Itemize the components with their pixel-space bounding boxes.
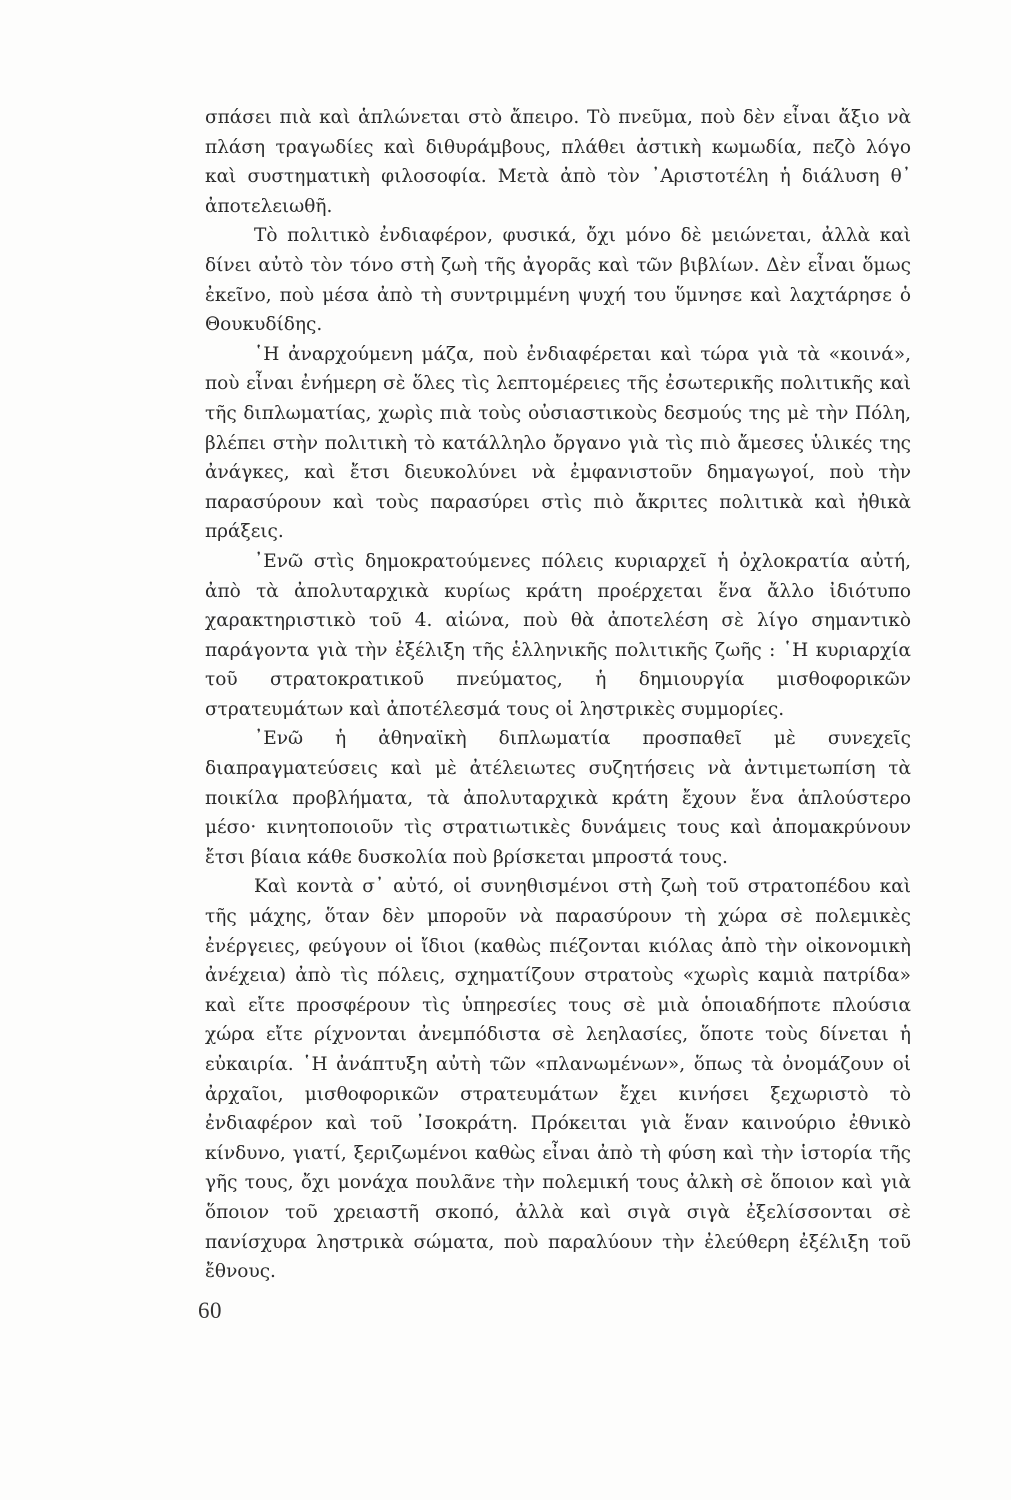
paragraph-5: ᾿Ενῶ ἡ ἀθηναϊκὴ διπλωματία προσπαθεῖ μὲ συνεχεῖς διαπραγματεύσεις καὶ μὲ ἀτέλειωτες συζητήσεις νὰ ἀντιμετωπίση τὰ ποικίλα προβλήματα, τὰ ἀπολυταρχικὰ κράτη ἔχουν ἕνα ἁπλούστερο μέσο· κινητοποιοῦν τὶς στρατιωτικὲς δυνάμεις τους καὶ ἀπομακρύνουν ἔτσι βίαια κάθε δυσκολία ποὺ βρίσκεται μπροστά τους. xyxy=(205,728,911,868)
body-text xyxy=(205,103,911,1287)
paragraph-2: Τὸ πολιτικὸ ἐνδιαφέρον, φυσικά, ὄχι μόνο δὲ μειώνεται, ἀλλὰ καὶ δίνει αὐτὸ τὸν τόνο στὴ ζωὴ τῆς ἀγορᾶς καὶ τῶν βιβλίων. Δὲν εἶναι ὅμως ἐκεῖνο, ποὺ μέσα ἀπὸ τὴ συντριμμένη ψυχή του ὕμνησε καὶ λαχτάρησε ὁ Θουκυδίδης. xyxy=(205,225,911,336)
paragraph-3: ῾Η ἀναρχούμενη μάζα, ποὺ ἐνδιαφέρεται καὶ τώρα γιὰ τὰ «κοινά», ποὺ εἶναι ἐνήμερη σὲ ὅλες τὶς λεπτομέρειες τῆς ἐσωτερικῆς πολιτικῆς καὶ τῆς διπλωματίας, χωρὶς πιὰ τοὺς οὐσιαστικοὺς δεσμούς της μὲ τὴν Πόλη, βλέπει στὴν πολιτικὴ τὸ κατάλληλο ὄργανο γιὰ τὶς πιὸ ἄμεσες ὑλικές της ἀνάγκες, καὶ ἔτσι διευκολύνει νὰ ἐμφανιστοῦν δημαγωγοί, ποὺ τὴν παρασύρουν καὶ τοὺς παρασύρει στὶς πιὸ ἄκριτες πολιτικὰ καὶ ἠθικὰ πράξεις. xyxy=(205,343,911,543)
paragraph-6: Καὶ κοντὰ σ᾿ αὐτό, οἱ συνηθισμένοι στὴ ζωὴ τοῦ στρατοπέδου καὶ τῆς μάχης, ὅταν δὲν μποροῦν νὰ παρασύρουν τὴ χώρα σὲ πολεμικὲς ἐνέργειες, φεύγουν οἱ ἴδιοι (καθὼς πιέζονται κιόλας ἀπὸ τὴν οἰκονομικὴ ἀνέχεια) ἀπὸ τὶς πόλεις, σχηματίζουν στρατοὺς «χωρὶς καμιὰ πατρίδα» καὶ εἴτε προσφέρουν τὶς ὑπηρεσίες τους σὲ μιὰ ὁποιαδήποτε πλούσια χώρα εἴτε ρίχνονται ἀνεμπόδιστα σὲ λεηλασίες, ὅποτε τοὺς δίνεται ἡ εὐκαιρία. ῾Η ἀνάπτυξη αὐτὴ τῶν «πλανωμένων», ὅπως τὰ ὀνομάζουν οἱ ἀρχαῖοι, μισθοφορικῶν στρατευμάτων ἔχει κινήσει ξεχωριστὸ τὸ ἐνδιαφέρον καὶ τοῦ ᾿Ισοκράτη. Πρόκειται γιὰ ἕναν καινούριο ἐθνικὸ κίνδυνο, γιατί, ξεριζωμένοι καθὼς εἶναι ἀπὸ τὴ φύση καὶ τὴν ἱστορία τῆς γῆς τους, ὄχι μονάχα πουλᾶνε τὴν πολεμική τους ἀλκὴ σὲ ὅποιον καὶ γιὰ ὅποιον τοῦ χρειαστῆ σκοπό, ἀλλὰ καὶ σιγὰ σιγὰ ἐξελίσσονται σὲ πανίσχυρα ληστρικὰ σώματα, ποὺ παραλύουν τὴν ἐλεύθερη ἐξέλιξη τοῦ ἔθνους. xyxy=(205,876,911,1283)
page-number: 60 xyxy=(198,1298,222,1323)
paragraph-1: σπάσει πιὰ καὶ ἁπλώνεται στὸ ἄπειρο. Τὸ πνεῦμα, ποὺ δὲν εἶναι ἄξιο νὰ πλάση τραγωδίες καὶ διθυράμβους, πλάθει ἀστικὴ κωμωδία, πεζὸ λόγο καὶ συστηματικὴ φιλοσοφία. Μετὰ ἀπὸ τὸν ᾿Αριστοτέλη ἡ διάλυση θ᾿ ἀποτελειωθῆ. xyxy=(205,107,911,217)
paragraph-4: ᾿Ενῶ στὶς δημοκρατούμενες πόλεις κυριαρχεῖ ἡ ὀχλοκρατία αὐτή, ἀπὸ τὰ ἀπολυταρχικὰ κυρίως κράτη προέρχεται ἕνα ἄλλο ἰδιότυπο χαρακτηριστικὸ τοῦ 4. αἰώνα, ποὺ θὰ ἀποτελέση σὲ λίγο σημαντικὸ παράγοντα γιὰ τὴν ἐξέλιξη τῆς ἑλληνικῆς πολιτικῆς ζωῆς : ῾Η κυριαρχία τοῦ στρατοκρατικοῦ πνεύματος, ἡ δημιουργία μισθοφορικῶν στρατευμάτων καὶ ἀποτέλεσμά τους οἱ ληστρικὲς συμμορίες. xyxy=(205,550,911,720)
